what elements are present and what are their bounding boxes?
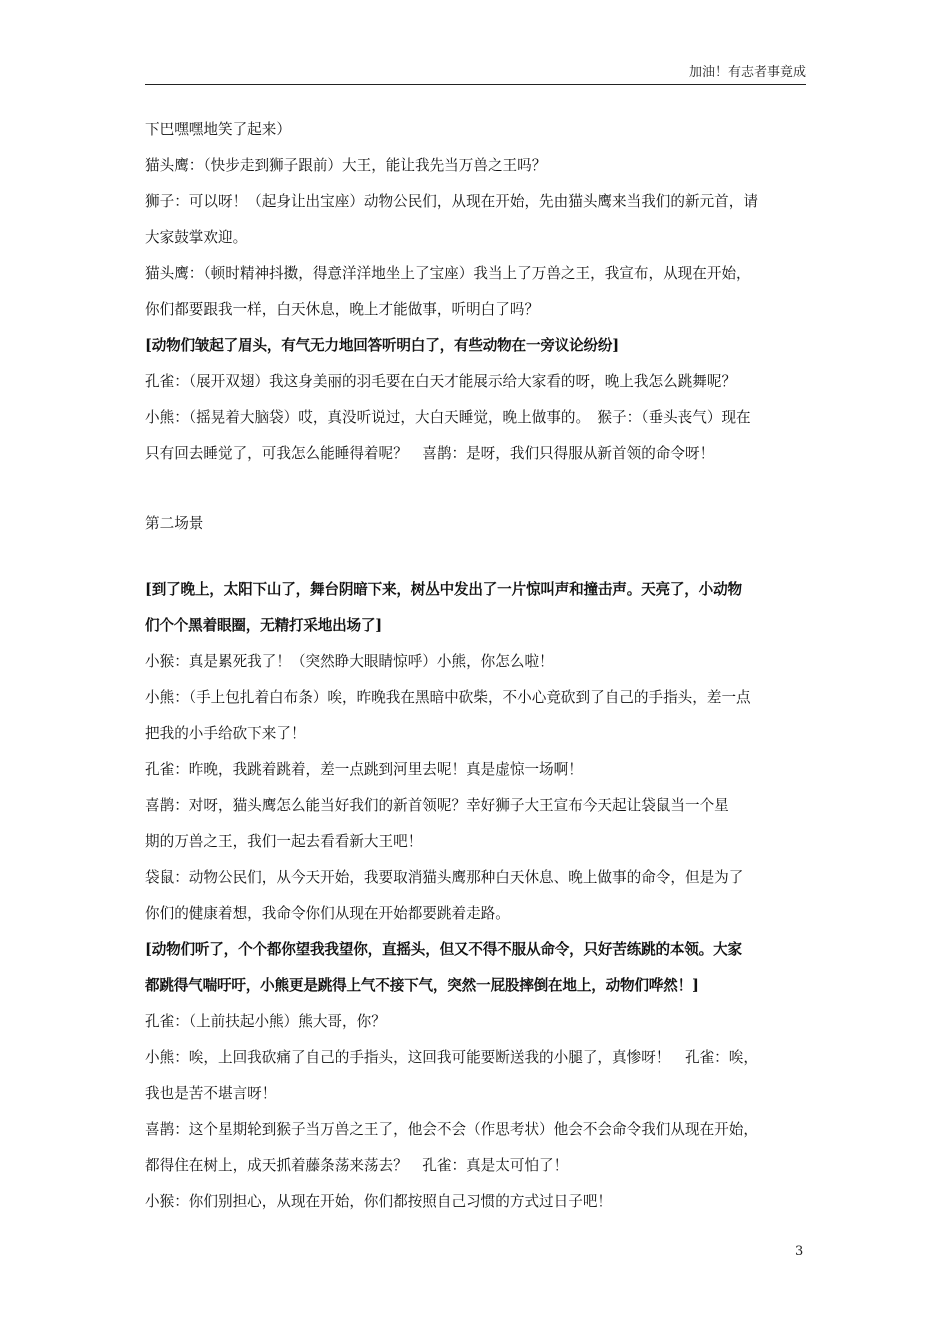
script-line: 都得住在树上，成天抓着藤条荡来荡去？ 孔雀：真是太可怕了！ bbox=[145, 1157, 569, 1174]
script-line: 猫头鹰：（快步走到狮子跟前）大王，能让我先当万兽之王吗？ bbox=[145, 157, 547, 174]
stage-direction: 们个个黑着眼圈，无精打采地出场了] bbox=[145, 617, 383, 634]
script-line: 下巴嘿嘿地笑了起来） bbox=[145, 121, 291, 138]
script-line: 只有回去睡觉了，可我怎么能睡得着呢？ 喜鹊：是呀，我们只得服从新首领的命令呀！ bbox=[145, 445, 715, 462]
script-line: 孔雀：（展开双翅）我这身美丽的羽毛要在白天才能展示给大家看的呀，晚上我怎么跳舞呢？ bbox=[145, 373, 737, 390]
script-line: 你们的健康着想，我命令你们从现在开始都要跳着走路。 bbox=[145, 905, 510, 922]
header-motto: 加油！有志者事竟成 bbox=[688, 65, 806, 80]
stage-direction: [动物们听了，个个都你望我我望你，直摇头，但又不得不服从命令，只好苦练跳的本领。大家 bbox=[145, 941, 742, 958]
script-line: 我也是苦不堪言呀！ bbox=[145, 1085, 277, 1102]
script-line: 猫头鹰：（顿时精神抖擞，得意洋洋地坐上了宝座）我当上了万兽之王，我宣布，从现在开始， bbox=[145, 265, 751, 282]
script-line: 小熊：（摇晃着大脑袋）哎，真没听说过，大白天睡觉，晚上做事的。 猴子：（垂头丧气）现在 bbox=[145, 409, 751, 426]
page-header bbox=[145, 64, 806, 85]
stage-direction: [到了晚上，太阳下山了，舞台阴暗下来，树丛中发出了一片惊叫声和撞击声。天亮了，小动物 bbox=[145, 581, 742, 598]
scene-heading: 第二场景 bbox=[145, 515, 204, 532]
script-line: 小猴：你们别担心，从现在开始，你们都按照自己习惯的方式过日子吧！ bbox=[145, 1193, 613, 1210]
script-line: 你们都要跟我一样，白天休息，晚上才能做事，听明白了吗？ bbox=[145, 301, 540, 318]
script-line: 期的万兽之王，我们一起去看看新大王吧！ bbox=[145, 833, 423, 850]
script-line: 喜鹊：这个星期轮到猴子当万兽之王了，他会不会（作思考状）他会不会命令我们从现在开始， bbox=[145, 1121, 758, 1138]
stage-direction: [动物们皱起了眉头，有气无力地回答听明白了，有些动物在一旁议论纷纷] bbox=[145, 337, 620, 354]
script-line: 喜鹊：对呀，猫头鹰怎么能当好我们的新首领呢？幸好狮子大王宣布今天起让袋鼠当一个星 bbox=[145, 797, 729, 814]
page-number: 3 bbox=[795, 1244, 804, 1259]
script-line: 孔雀：昨晚，我跳着跳着，差一点跳到河里去呢！真是虚惊一场啊！ bbox=[145, 761, 583, 778]
script-line: 把我的小手给砍下来了！ bbox=[145, 725, 306, 742]
script-line: 孔雀：（上前扶起小熊）熊大哥，你？ bbox=[145, 1013, 386, 1030]
script-line: 大家鼓掌欢迎。 bbox=[145, 229, 248, 246]
script-line: 小熊：（手上包扎着白布条）唉，昨晚我在黑暗中砍柴，不小心竟砍到了自己的手指头，差一点 bbox=[145, 689, 751, 706]
script-line: 袋鼠：动物公民们，从今天开始，我要取消猫头鹰那种白天休息、晚上做事的命令，但是为了 bbox=[145, 869, 744, 886]
script-line: 小猴：真是累死我了！（突然睁大眼睛惊呼）小熊，你怎么啦！ bbox=[145, 653, 554, 670]
script-line: 狮子：可以呀！（起身让出宝座）动物公民们，从现在开始，先由猫头鹰来当我们的新元首，请 bbox=[145, 193, 758, 210]
stage-direction: 都跳得气喘吁吁，小熊更是跳得上气不接下气，突然一屁股摔倒在地上，动物们哗然！] bbox=[145, 977, 699, 994]
script-line: 小熊：唉，上回我砍痛了自己的手指头，这回我可能要断送我的小腿了，真惨呀！ 孔雀：唉， bbox=[145, 1049, 758, 1066]
